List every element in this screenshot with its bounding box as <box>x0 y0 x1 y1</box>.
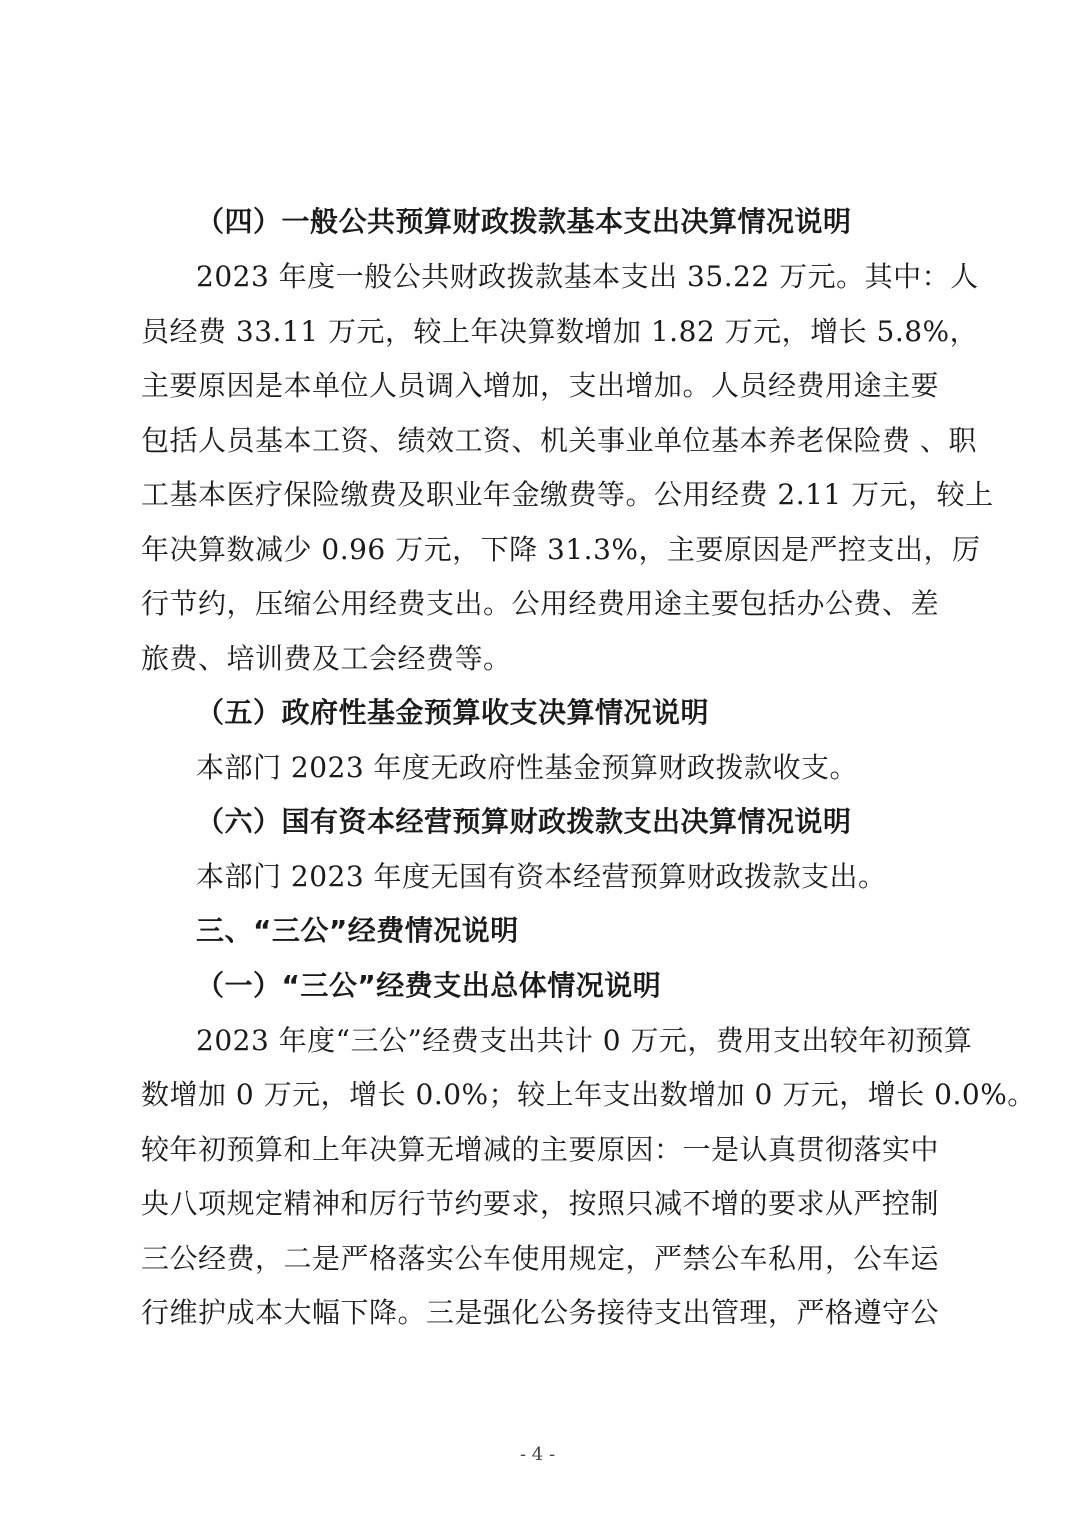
paragraph-line: 三公经费，二是严格落实公车使用规定，严禁公车私用，公车运 <box>141 1242 940 1275</box>
paragraph-line: 2023 年度“三公”经费支出共计 0 万元，费用支出较年初预算 <box>196 1024 973 1057</box>
paragraph-line: 较年初预算和上年决算无增减的主要原因：一是认真贯彻落实中 <box>141 1133 940 1166</box>
paragraph-line: 旅费、培训费及工会经费等。 <box>141 642 512 675</box>
paragraph-line: 年决算数减少 0.96 万元，下降 31.3%，主要原因是严控支出，厉 <box>141 533 981 566</box>
paragraph-line: 本部门 2023 年度无政府性基金预算财政拨款收支。 <box>196 751 859 784</box>
paragraph-line: 央八项规定精神和厉行节约要求，按照只减不增的要求从严控制 <box>141 1187 940 1220</box>
section-heading-5: （五）政府性基金预算收支决算情况说明 <box>196 696 710 729</box>
paragraph-line: 包括人员基本工资、绩效工资、机关事业单位基本养老保险费 、职 <box>141 424 977 457</box>
section-heading-6: （六）国有资本经营预算财政拨款支出决算情况说明 <box>196 805 852 838</box>
paragraph-line: 数增加 0 万元，增长 0.0%；较上年支出数增加 0 万元，增长 0.0%。 <box>141 1078 1036 1111</box>
paragraph-line: 主要原因是本单位人员调入增加，支出增加。人员经费用途主要 <box>141 369 940 402</box>
paragraph-line: 2023 年度一般公共财政拨款基本支出 35.22 万元。其中：人 <box>196 260 979 293</box>
paragraph-line: 员经费 33.11 万元，较上年决算数增加 1.82 万元，增长 5.8%， <box>141 315 979 348</box>
chapter-heading-3: 三、“三公”经费情况说明 <box>196 914 519 947</box>
section-heading-4: （四）一般公共预算财政拨款基本支出决算情况说明 <box>196 205 852 238</box>
paragraph-line: 工基本医疗保险缴费及职业年金缴费等。公用经费 2.11 万元，较上 <box>141 478 994 511</box>
paragraph-line: 本部门 2023 年度无国有资本经营预算财政拨款支出。 <box>196 860 887 893</box>
page-number: - 4 - <box>519 1444 556 1465</box>
subsection-heading-1: （一）“三公”经费支出总体情况说明 <box>196 969 662 1002</box>
paragraph-line: 行节约，压缩公用经费支出。公用经费用途主要包括办公费、差 <box>141 587 940 620</box>
paragraph-line: 行维护成本大幅下降。三是强化公务接待支出管理，严格遵守公 <box>141 1296 940 1329</box>
